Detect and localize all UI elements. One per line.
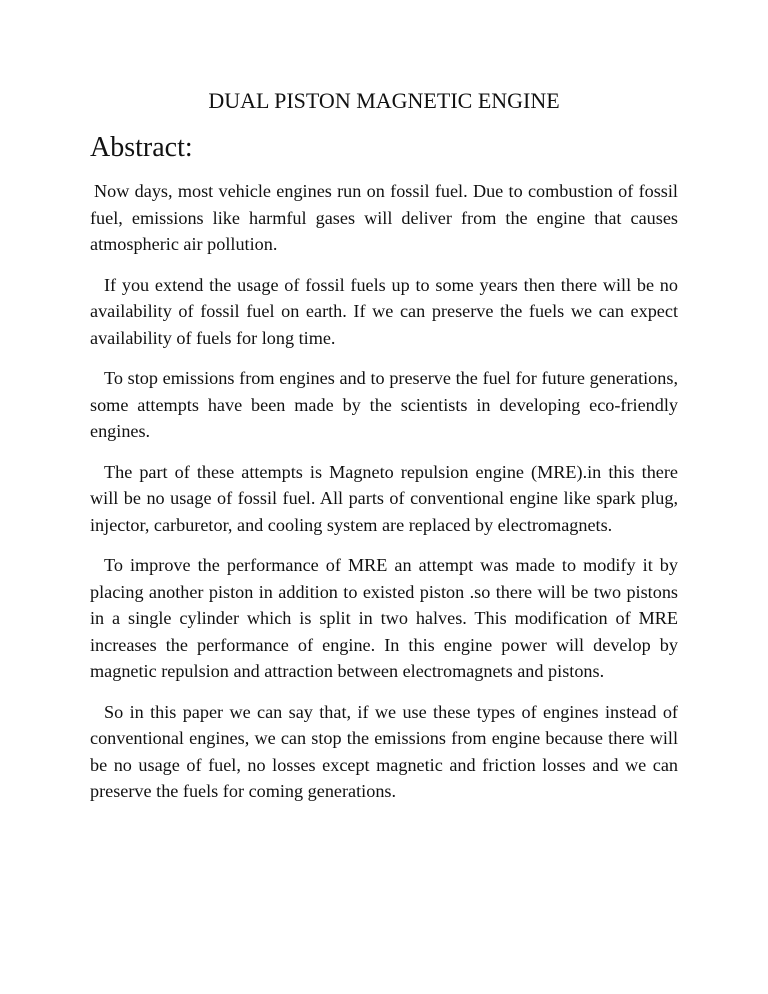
abstract-paragraph-3: To stop emissions from engines and to preserve the fuel for future generations, some attempts have been made by the scientists in developing eco-friendly engines. xyxy=(90,368,678,441)
abstract-paragraph-4: The part of these attempts is Magneto repulsion engine (MRE).in this there will be no usage of fossil fuel. All parts of conventional engine like spark plug, injector, carburetor, and cooling system are replaced by electromagnets. xyxy=(90,461,678,535)
abstract-paragraph-5: To improve the performance of MRE an attempt was made to modify it by placing another piston in addition to existed piston .so there will be two pistons in a single cylinder which is split in two halves. This modification of MRE increases the performance of engine. In this engine power will develop by magnetic repulsion and attraction between electromagnets and pistons. xyxy=(90,555,678,681)
abstract-heading: Abstract: xyxy=(90,132,193,163)
document-title: DUAL PISTON MAGNETIC ENGINE xyxy=(208,88,560,113)
abstract-paragraph-6: So in this paper we can say that, if we use these types of engines instead of conventional engines, we can stop the emissions from engine because there will be no usage of fuel, no losses except magnetic and friction losses and we can preserve the fuels for coming generations. xyxy=(90,701,678,801)
abstract-paragraph-2: If you extend the usage of fossil fuels up to some years then there will be no availability of fossil fuel on earth. If we can preserve the fuels we can expect availability of fuels for long time. xyxy=(90,274,678,348)
abstract-paragraph-1: Now days, most vehicle engines run on fossil fuel. Due to combustion of fossil fuel, emissions like harmful gases will deliver from the engine that causes atmospheric air pollution. xyxy=(90,181,678,254)
